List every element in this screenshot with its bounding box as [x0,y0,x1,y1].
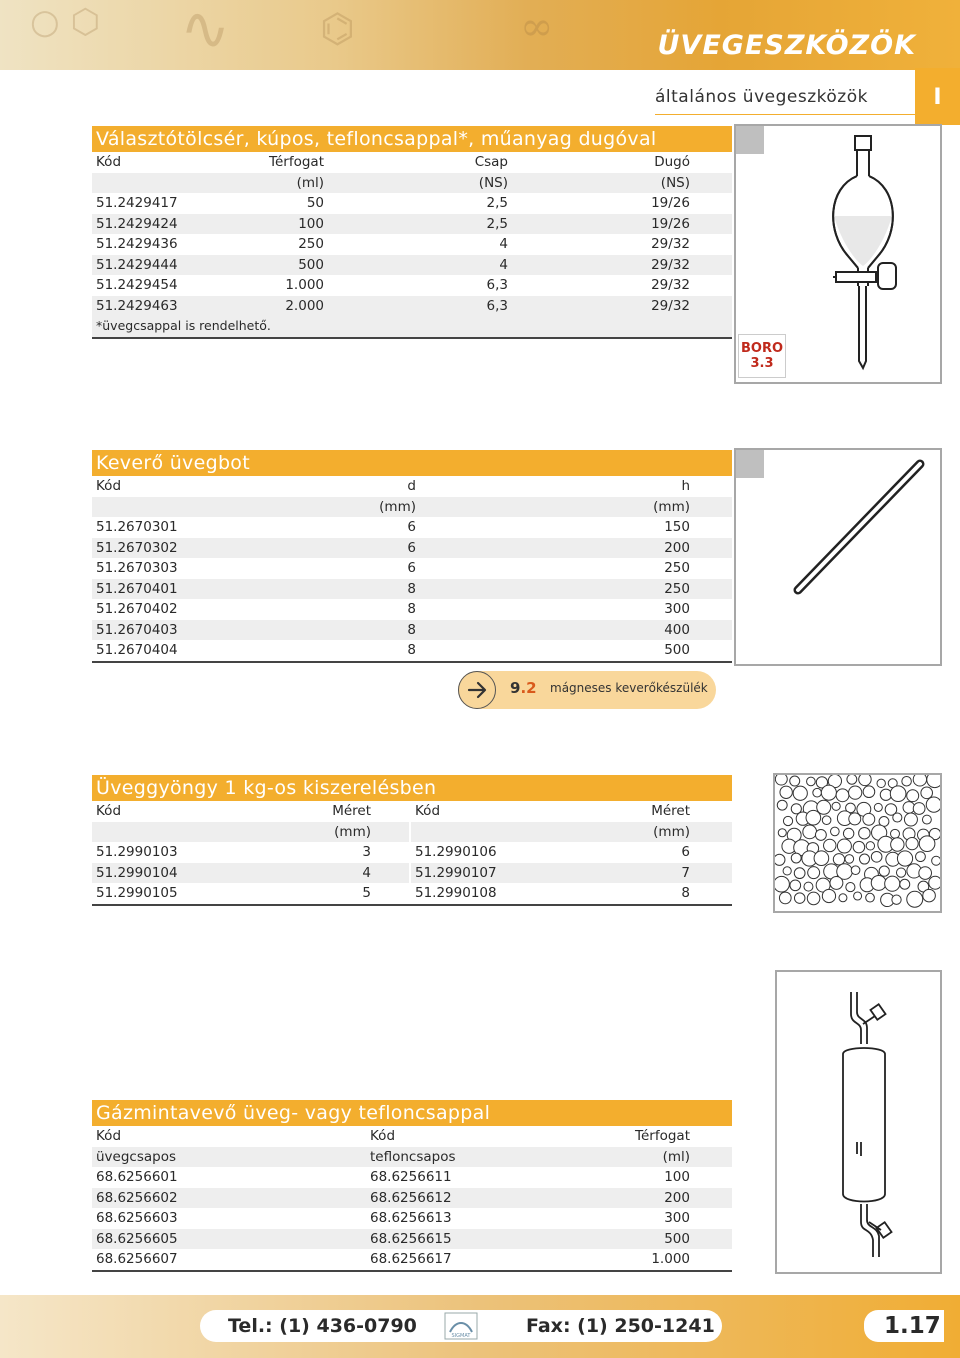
glass-bead [775,854,785,865]
length-cell: 250 [664,560,690,576]
glass-bead [923,889,936,902]
volume-cell: 500 [664,1230,690,1247]
glass-bead [913,803,925,815]
code-cell: 51.2429424 [96,215,178,232]
glass-bead [813,788,822,797]
glass-bead [833,854,844,865]
code-cell: 51.2429463 [96,297,178,314]
unit-label: (ml) [296,174,324,191]
column-divider [409,822,411,904]
volume-cell: 100 [298,215,324,232]
reference-subchapter: .2 [520,679,537,697]
glass-bead [804,882,813,891]
banner-decoration: ⌬ [320,6,355,52]
glass-beads-table [92,775,732,906]
glass-bead [885,876,900,891]
glass-bead [922,815,931,824]
glass-bead [822,889,835,902]
col-header: Térfogat [635,1128,690,1144]
volume-cell: 200 [664,1189,690,1206]
size-cell: 7 [681,864,690,881]
section-title: Választótölcsér, kúpos, tefloncsappal*, műanyag dugóval [92,126,732,152]
glass-bead [843,828,853,838]
glass-bead [814,851,829,866]
glass-bead [839,894,847,902]
volume-cell: 500 [298,256,324,273]
code-cell: 51.2429444 [96,256,178,273]
gas-sampling-bulb-icon [777,972,940,1272]
stopper-cell: 29/32 [651,297,690,314]
size-cell: 8 [681,885,690,901]
table-row [92,579,732,600]
code-cell: 51.2990103 [96,844,178,860]
table-row [92,640,732,663]
glass-bead [926,797,940,812]
section-title: Gázmintavevő üveg- vagy tefloncsappal [92,1100,732,1126]
volume-cell: 1.000 [285,277,324,293]
table-header-row [92,476,732,497]
glass-bead [836,789,849,802]
col-header: Térfogat [269,154,324,170]
glass-bead [891,829,900,838]
boro-badge [738,334,786,378]
code-cell: 68.6256602 [96,1189,178,1206]
table-unit-row [92,822,732,843]
diameter-cell: 8 [407,642,416,658]
col-header: Kód [96,803,122,819]
glass-bead [891,838,904,851]
cross-reference-link[interactable] [458,671,716,709]
diameter-cell: 8 [407,580,416,597]
stopcock-cell: 6,3 [486,297,508,314]
stirring-rod-table [92,450,732,663]
code-cell: 51.2990108 [415,885,497,901]
length-cell: 300 [664,601,690,617]
glass-bead [780,786,792,798]
glass-bead [900,879,910,889]
col-header: h [681,478,690,494]
unit-label: (mm) [334,823,371,840]
glass-bead [929,876,940,889]
glass-bead [831,827,840,836]
glass-bead [778,829,786,837]
contact-bar [200,1310,722,1342]
reference-text: mágneses keverőkészülék [550,681,708,695]
glass-bead [902,776,912,786]
table-row [92,1208,732,1229]
diameter-cell: 6 [407,539,416,556]
table-row [92,558,732,579]
phone-number[interactable]: Tel.: (1) 436-0790 [228,1315,417,1337]
volume-cell: 2.000 [285,297,324,314]
glass-bead [880,789,891,800]
code-cell: 51.2429454 [96,277,178,293]
glass-bead [907,891,923,907]
gas-sampler-image-frame [775,970,942,1274]
table-unit-row [92,1147,732,1168]
col-header: Dugó [654,154,690,170]
volume-cell: 50 [306,195,324,211]
glass-bead [824,839,836,851]
svg-text:SIGMAT: SIGMAT [451,1333,471,1339]
col-header: Kód [96,478,122,494]
glass-bead [874,803,882,811]
unit-label: (mm) [653,823,690,840]
code-cell: 51.2990107 [415,864,497,881]
glass-bead [783,867,791,875]
volume-cell: 1.000 [651,1251,690,1267]
glass-bead [921,787,933,799]
glass-bead [853,841,865,853]
glass-bead [846,883,855,892]
glass-bead [849,813,861,825]
table-row [92,538,732,559]
code-cell: 68.6256605 [96,1230,178,1247]
glass-bead [907,790,919,802]
volume-cell: 250 [298,236,324,252]
code-cell: 51.2670302 [96,539,178,556]
table-row [92,883,732,906]
glass-bead [779,892,791,904]
glass-bead [904,813,917,826]
table-row [92,620,732,641]
glass-bead [863,786,875,798]
code-cell: 51.2670402 [96,601,178,617]
table-row [92,842,732,863]
stopper-cell: 19/26 [651,215,690,232]
glass-bead [866,893,875,902]
glass-bead [860,854,870,864]
code-cell: 68.6256615 [370,1230,452,1247]
table-row [92,1167,732,1188]
size-cell: 6 [681,844,690,860]
stopper-cell: 29/32 [651,277,690,293]
glass-bead [807,892,820,905]
stopper-cell: 19/26 [651,195,690,211]
col-header: Kód [415,803,441,819]
code-cell: 51.2429436 [96,236,178,252]
diameter-cell: 6 [407,560,416,576]
col-header: Csap [474,154,508,170]
glass-bead [866,842,874,850]
separatory-funnel-table [92,126,732,339]
stopper-cell: 29/32 [651,236,690,252]
reference-chapter: 9 [510,679,521,697]
glass-bead [832,802,840,810]
glass-bead [859,827,871,839]
glass-bead [854,892,862,900]
code-cell: 51.2990104 [96,864,178,881]
glass-bead [791,853,801,863]
stopcock-cell: 4 [499,236,508,252]
gas-sampler-table [92,1100,732,1272]
page-title: ÜVEGESZKÖZÖK [657,30,916,61]
boro-grade: 3.3 [750,356,774,371]
length-cell: 150 [664,519,690,535]
glass-bead [775,876,789,892]
col-header: Kód [370,1128,396,1144]
table-row [92,1188,732,1209]
glass-bead [783,816,792,825]
glass-bead [851,866,860,875]
code-cell: 51.2670404 [96,642,178,658]
unit-label: (NS) [660,174,690,191]
glass-bead [849,786,862,799]
code-cell: 68.6256601 [96,1169,178,1185]
page-number: 1.17 [884,1313,941,1339]
unit-label: (NS) [478,174,508,191]
glass-beads-icon [775,775,940,911]
code-cell: 51.2670401 [96,580,178,597]
table-row [92,275,732,296]
glass-bead [877,779,885,787]
glass-bead [919,867,932,880]
code-cell: 51.2990105 [96,885,178,901]
glass-bead [893,813,902,822]
code-cell: 51.2670403 [96,621,178,638]
col-header: Méret [332,803,371,819]
glass-bead [913,775,926,786]
size-cell: 5 [362,885,371,901]
footnote: *üvegcsappal is rendelhető. [96,318,271,333]
size-cell: 4 [362,864,371,881]
header-banner [0,0,960,70]
table-row [92,193,732,214]
glass-bead [815,829,826,840]
length-cell: 200 [664,539,690,556]
table-unit-row [92,173,732,194]
fax-number: Fax: (1) 250-1241 [526,1315,715,1337]
glass-bead [845,855,854,864]
code-cell: 51.2670301 [96,519,178,535]
glass-bead [794,893,804,903]
glass-bead [859,775,871,786]
glass-bead [822,816,831,825]
glass-bead [775,775,787,785]
stirring-rod-icon [736,450,940,664]
glass-bead [830,876,843,889]
banner-decoration: ∿ [180,0,231,64]
col-header: Kód [96,154,122,170]
glass-bead [871,875,886,890]
col-header: d [407,478,416,494]
unit-label: tefloncsapos [370,1148,456,1165]
table-row [92,255,732,276]
code-cell: 68.6256617 [370,1251,452,1267]
glass-bead [897,851,912,866]
glass-bead [821,785,836,800]
code-cell: 68.6256603 [96,1210,178,1226]
unit-label: (mm) [379,498,416,515]
banner-decoration: ○ ⬡ [30,2,101,42]
stirring-rod-image-frame [734,448,942,666]
section-title: Keverő üvegbot [92,450,732,476]
code-cell: 68.6256611 [370,1169,452,1185]
glass-bead [794,868,805,879]
table-note-row [92,316,732,339]
glass-bead [916,852,926,862]
stopcock-cell: 2,5 [486,215,508,232]
arrow-right-icon [458,671,496,709]
table-row [92,517,732,538]
code-cell: 68.6256607 [96,1251,178,1267]
table-row [92,1249,732,1272]
code-cell: 51.2670303 [96,560,178,576]
table-header-row [92,152,732,173]
col-header: Kód [96,1128,122,1144]
table-row [92,214,732,235]
code-cell: 51.2429417 [96,195,178,211]
code-cell: 68.6256613 [370,1210,452,1226]
glass-bead [892,895,901,904]
glass-bead [807,777,816,786]
glass-bead [871,851,882,862]
table-row [92,1229,732,1250]
glass-bead [837,839,851,853]
glass-bead [806,810,821,825]
glass-bead [793,786,807,800]
boro-label: BORO [740,341,784,356]
table-header-row [92,1126,732,1147]
volume-cell: 100 [664,1169,690,1185]
length-cell: 250 [664,580,690,597]
length-cell: 400 [664,621,690,638]
reference-number [510,679,537,697]
glass-bead [847,775,857,784]
page-subtitle: általános üvegeszközök [655,87,868,107]
glass-bead [863,813,875,825]
unit-label: (ml) [662,1148,690,1165]
col-header: Méret [651,803,690,819]
stopper-cell: 29/32 [651,256,690,273]
code-cell: 51.2990106 [415,844,497,860]
company-logo [444,1312,478,1340]
table-row [92,599,732,620]
table-row [92,863,732,884]
glass-bead [803,825,817,839]
glass-bead [896,868,905,877]
glass-bead [777,800,787,810]
glass-bead [879,866,889,876]
glass-bead [919,836,935,852]
unit-label: üvegcsapos [96,1148,177,1165]
glass-bead [932,856,940,865]
table-unit-row [92,497,732,518]
stopcock-cell: 6,3 [486,277,508,293]
diameter-cell: 8 [407,601,416,617]
code-cell: 68.6256612 [370,1189,452,1206]
glass-bead [808,867,820,879]
subtitle-underline [655,114,915,115]
glass-bead [890,786,906,802]
table-row [92,296,732,317]
diameter-cell: 8 [407,621,416,638]
banner-decoration: ∞ [520,4,554,50]
glass-bead [906,837,918,849]
glass-bead [927,775,940,788]
size-cell: 3 [362,844,371,860]
glass-bead [790,776,800,786]
table-row [92,234,732,255]
glass-bead [790,880,801,891]
glass-beads-image-frame [773,773,942,913]
volume-cell: 300 [664,1210,690,1226]
stopcock-cell: 4 [499,256,508,273]
diameter-cell: 6 [407,519,416,535]
stopcock-cell: 2,5 [486,195,508,211]
length-cell: 500 [664,642,690,658]
chapter-tab[interactable]: I [915,68,960,125]
section-title: Üveggyöngy 1 kg-os kiszerelésben [92,775,732,801]
unit-label: (mm) [653,498,690,515]
table-header-row [92,801,732,822]
